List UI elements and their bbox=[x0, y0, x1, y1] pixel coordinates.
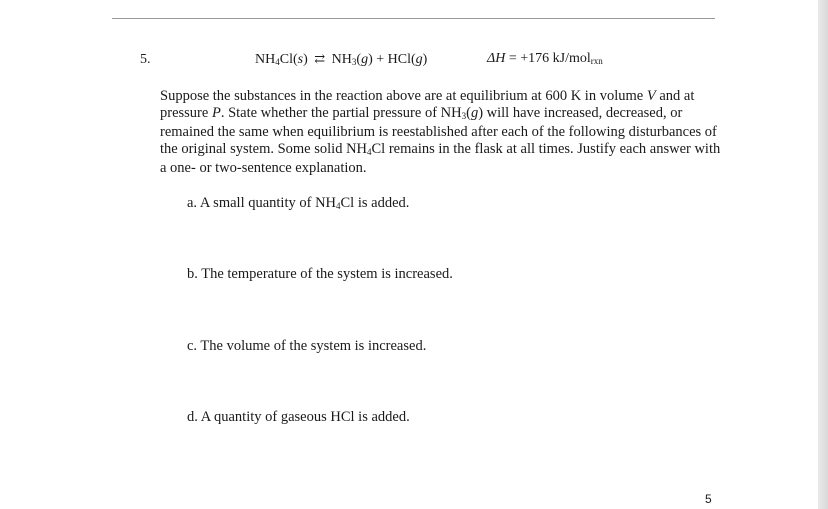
reaction-equation: $NH_4Cl(s)$ ⇄ $NH_3(g) + HCl(g)$ bbox=[255, 51, 428, 67]
question-prompt: Suppose the substances in the reaction above are at equilibrium at 600 K in volume V and at pressure P. State whether the partial pressure of $NH_3(g)$ will have increased, decreased, or remained the same when equilibrium is reestablished after each of the following disturbances of the original system. Some solid $NH_4Cl$ remains in the flask at all times. Justify each answer with a one- or two-sentence explanation. bbox=[160, 88, 721, 177]
page-edge-shadow bbox=[818, 0, 828, 509]
part-c: c. The volume of the system is increased. bbox=[187, 338, 427, 354]
equilibrium-arrow-icon: ⇄ bbox=[314, 51, 326, 66]
part-b: b. The temperature of the system is increased. bbox=[187, 266, 453, 282]
top-divider bbox=[112, 18, 715, 19]
enthalpy-change: ΔH = +176 kJ/mol$_{rxn}$ bbox=[487, 51, 603, 66]
page-number: 5 bbox=[705, 492, 712, 506]
part-a: a. A small quantity of $NH_4Cl$ is added. bbox=[187, 195, 410, 211]
question-number: 5. bbox=[140, 52, 151, 67]
part-d: d. A quantity of gaseous HCl is added. bbox=[187, 409, 410, 425]
